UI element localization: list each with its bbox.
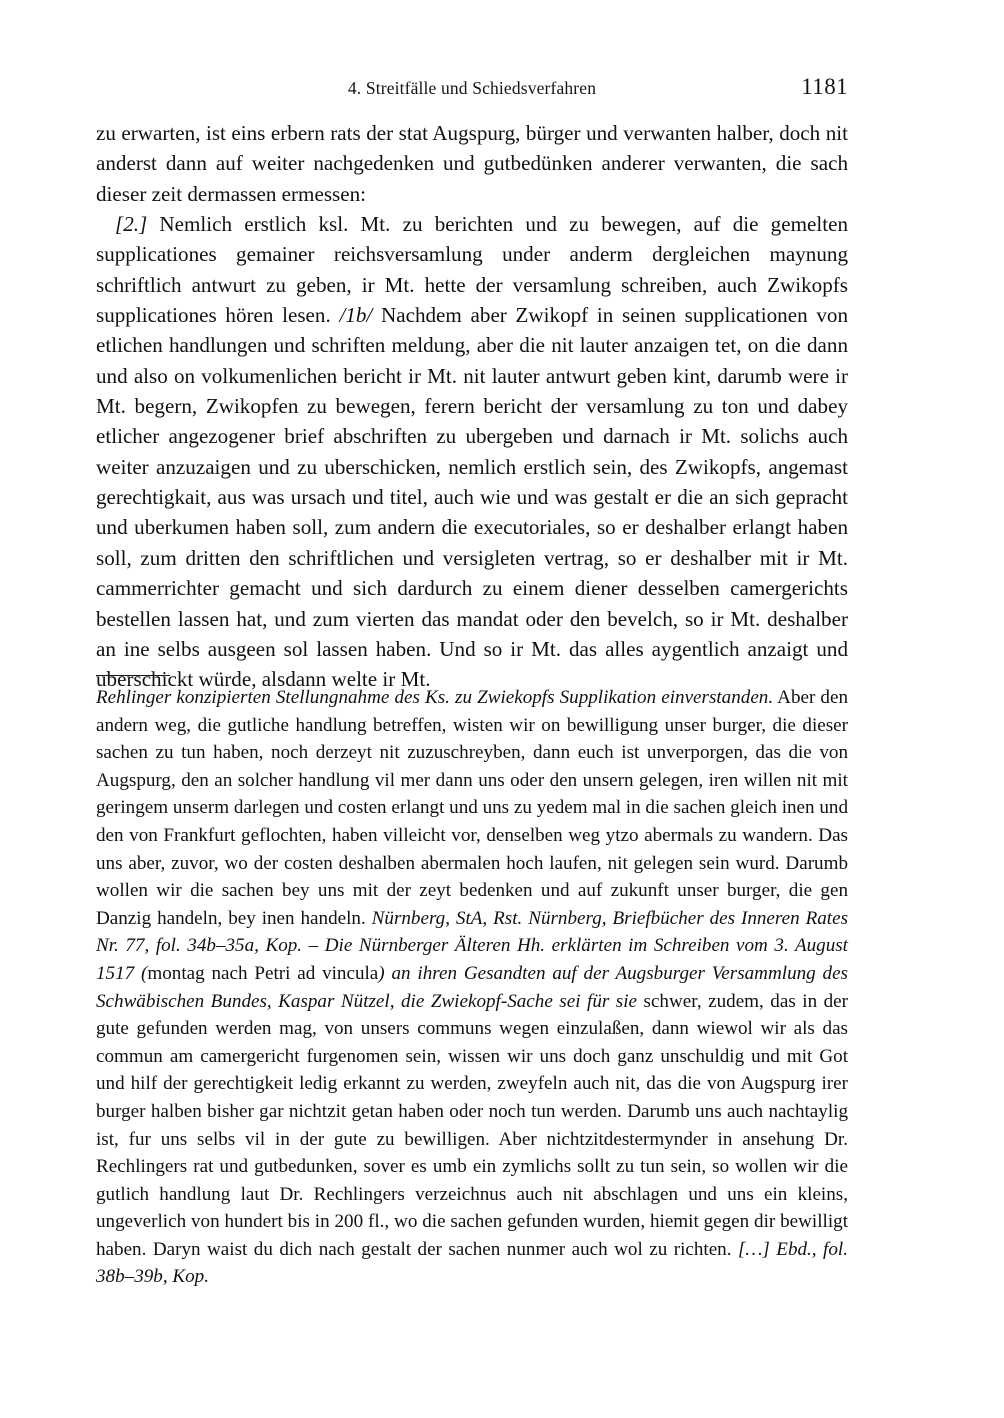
italic-run: [2.] xyxy=(115,212,148,237)
running-header-title: 4. Streitfälle und Schiedsverfahren xyxy=(347,78,597,98)
roman-run: Nemlich erstlich ksl. Mt. zu berichten und zu bewegen, auf die gemelten supplicationes gemainer reichsversamlung under anderm dergleichen maynung schriftlich antwurt zu geben, ir Mt. hette der versamlung schreiben, auch Zwikopfs supplicationes hören lesen. xyxy=(96,212,848,328)
italic-run: […] Ebd., fol. 38b–39b, Kop. xyxy=(96,1238,848,1288)
footnote-separator-rule xyxy=(96,675,170,676)
body-paragraph xyxy=(96,209,848,695)
italic-run: Nürnberg, StA, Rst. Nürnberg, Briefbücher des Inneren Rates Nr. 77, fol. 34b–35a, Kop. – Die Nürnberger Älteren Hh. erklärten im Schreiben vom 3. August 1517 ( xyxy=(96,907,848,984)
roman-run: Aber den andern weg, die gutliche handlung betreffen, wisten wir on bewilligung unser burger, die dieser sachen zu tun haben, noch derzeyt nit zuzuschreyben, dann euch ist unverporgen, das die von Augspurg, den an solcher handlung vil mer dann uns oder den unsern gelegen, iren willen nit mit geringem unserm darlegen und costen erlangt und uns zu yedem mal in die sachen gleich inen und den von Frankfurt geflochten, haben villeicht vor, denselben weg ytzo abermals zu wandern. Das uns aber, zuvor, wo der costen deshalben abermalen hoch laufen, nit gelegen sein wurd. Darumb wollen wir die sachen bey uns mit der zeyt bedenken und auf zukunft unser burger, die gen Danzig handeln, bey inen handeln. xyxy=(96,687,848,929)
italic-run: ) an ihren Gesandten auf der Augsburger Versammlung des Schwäbischen Bundes, Kaspar Nützel, die Zwiekopf-Sache sei für sie xyxy=(96,962,848,1012)
body-text xyxy=(96,118,848,695)
italic-run: /1b/ xyxy=(339,303,373,328)
roman-run: Nachdem aber Zwikopf in seinen supplicationen von etlichen handlungen und schriften meldung, aber die nit lauter anzaigen tet, on die dann und also on volkumenlichen bericht ir Mt. nit lauter antwurt geben kint, darumb were ir Mt. begern, Zwikopfen zu bewegen, ferern bericht der versamlung zu ton und dabey etlicher angezogener brief abschriften zu ubergeben und darnach ir Mt. solichs auch weiter anzuzaigen und zu uberschicken, nemlich erstlich sein, des Zwikopfs, angemast gerechtigkait, aus was ursach und titel, auch wie und was gestalt er die an sich gepracht und uberkumen haben soll, zum andern die executoriales, so er deshalber erlangt haben soll, zum dritten den schriftlichen und versigleten vertrag, so er deshalber mit ir Mt. cammerrichter gemacht und sich dardurch zu einem diener desselben camergerichts bestellen lassen hat, und zum vierten das mandat oder den bevelch, so ir Mt. deshalber an ine selbs ausgeen sol lassen haben. Und so ir Mt. das alles aygentlich anzaigt und uberschickt würde, alsdann welte ir Mt. xyxy=(96,303,848,692)
italic-run: Rehlinger konzipierten Stellungnahme des Ks. zu Zwiekopfs Supplikation einverstanden. xyxy=(96,687,774,708)
roman-run: montag nach Petri ad vincula xyxy=(147,962,379,984)
roman-run: zu erwarten, ist eins erbern rats der stat Augspurg, bürger und verwanten halber, doch nit anderst dann auf weiter nachgedenken und gutbedünken anderer verwanten, die sach dieser zeit dermassen ermessen: xyxy=(96,121,848,206)
footnote-text xyxy=(96,684,848,1291)
footnote-paragraph xyxy=(96,684,848,1291)
running-header xyxy=(96,74,848,104)
roman-run: schwer, zudem, das in der gute gefunden werden mag, von unsers communs wegen einzulaßen, dann wiewol wir als das commun am camergericht furgenomen sein, wissen wir uns doch ganz unschuldig und mit Got und hilf der gerechtigkeit ledig erkannt zu werden, zweyfeln auch nit, das die von Augspurg irer burger halben bisher gar nichtzit getan haben oder noch tun werden. Darumb uns auch nachtaylig ist, fur uns selbs vil in der gute zu bewilligen. Aber nichtzitdestermynder in ansehung Dr. Rechlingers rat und gutbedunken, sover es umb ein zymlichs sollt zu tun sein, so wollen wir die gutlich handlung laut Dr. Rechlingers verzeichnus auch nit abschlagen und uns ein kleins, ungeverlich von hundert bis in 200 fl., wo die sachen gefunden wurden, hiemit gegen dir bewilligt haben. Daryn waist du dich nach gestalt der sachen nunmer auch wol zu richten. xyxy=(96,990,848,1260)
page-number: 1181 xyxy=(801,74,848,99)
body-paragraph xyxy=(96,118,848,209)
